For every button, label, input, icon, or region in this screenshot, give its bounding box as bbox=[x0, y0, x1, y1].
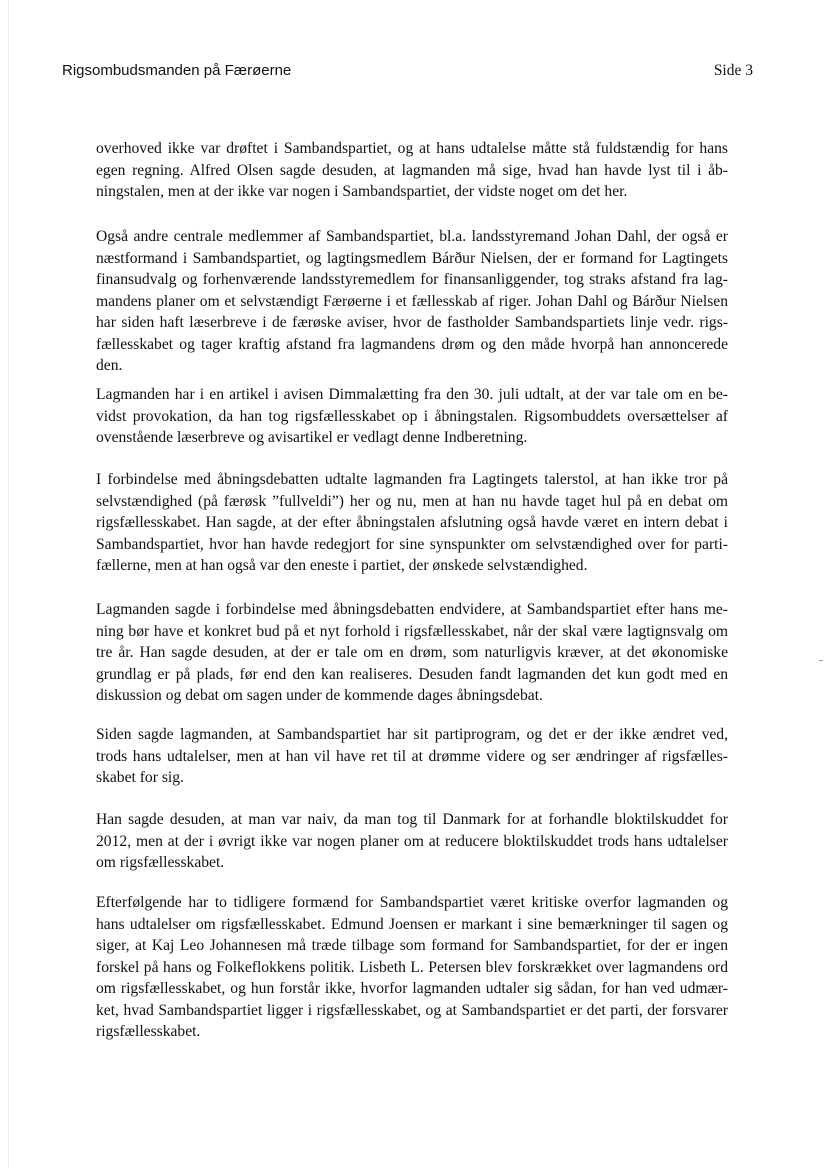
text-line: rigsfællesskabet. Han sagde, at der efter åbningstalen afslutning også havde været en intern debat i bbox=[96, 514, 728, 531]
paragraph bbox=[96, 892, 728, 1043]
text-line: diskussion og debat om sagen under de kommende dages åbningsdebat. bbox=[96, 687, 543, 704]
paragraph bbox=[96, 469, 728, 577]
text-line: Også andre centrale medlemmer af Sambandspartiet, bl.a. landsstyremand Johan Dahl, der også er bbox=[96, 228, 728, 245]
text-line: Siden sagde lagmanden, at Sambandspartiet har sit partiprogram, og det er der ikke ændret ved, bbox=[96, 726, 728, 743]
page-number: Side 3 bbox=[713, 62, 753, 79]
paragraph bbox=[96, 599, 728, 707]
running-header-title: Rigsombudsmanden på Færøerne bbox=[62, 62, 292, 79]
paragraph bbox=[96, 809, 728, 874]
paragraph bbox=[96, 724, 728, 789]
text-line: om rigsfællesskabet, og hun forstår ikke, hvorfor lagmanden udtaler sig sådan, for han ved udmær- bbox=[96, 980, 728, 997]
text-line: fællerne, men at han også var den eneste i partiet, der ønskede selvstændighed. bbox=[96, 557, 588, 574]
text-line: trods hans udtalelser, men at han vil have ret til at drømme videre og ser ændringer af rigsfælles- bbox=[96, 747, 728, 765]
text-line: selvstændighed (på færøsk ”fullveldi”) her og nu, men at han nu havde taget hul på en debat om bbox=[96, 492, 728, 510]
text-line: finansudvalg og forhenværende landsstyremedlem for finansanliggender, tog straks afstand fra lag- bbox=[96, 271, 728, 288]
paragraph bbox=[96, 138, 728, 203]
text-line: skabet for sig. bbox=[96, 769, 184, 786]
paragraph bbox=[96, 384, 728, 449]
text-line: om rigsfællesskabet. bbox=[96, 854, 225, 871]
text-line: hans udtalelser om rigsfællesskabet. Edmund Joensen er markant i sine bemærkninger til sagen og bbox=[96, 915, 728, 933]
text-line: tre år. Han sagde desuden, at der er tale om en drøm, som naturligvis kræver, at det økonomiske bbox=[96, 644, 728, 661]
text-line: siger, at Kaj Leo Johannesen må træde tilbage som formand for Sambandspartiet, for der er ingen bbox=[96, 937, 728, 954]
text-line: vidst provokation, da han tog rigsfællesskabet op i åbningstalen. Rigsombuddets oversættelser af bbox=[96, 407, 728, 425]
scan-margin-line bbox=[8, 0, 9, 1168]
text-line: rigsfællesskabet. bbox=[96, 1023, 201, 1040]
text-line: Efterfølgende har to tidligere formænd for Sambandspartiet været kritiske overfor lagmanden og bbox=[96, 894, 728, 911]
text-line: har siden haft læserbreve i de færøske aviser, hvor de fastholder Sambandspartiets linje vedr. rigs- bbox=[96, 314, 728, 331]
text-line: 2012, men at der i øvrigt ikke var nogen planer om at reducere bloktilskuddet trods hans udtalelser bbox=[96, 832, 728, 850]
text-line: overhoved ikke var drøftet i Sambandspartiet, og at hans udtalelse måtte stå fuldstændig for hans bbox=[96, 140, 728, 157]
scan-edge-mark bbox=[819, 660, 823, 661]
text-line: ovenstående læserbreve og avisartikel er vedlagt denne Indberetning. bbox=[96, 429, 528, 446]
text-line: næstformand i Sambandspartiet, og lagtingsmedlem Bárður Nielsen, der er formand for Lagtingets bbox=[96, 249, 728, 267]
text-line: forskel på hans og Folkeflokkens politik. Lisbeth L. Petersen blev forskrækket over lagmandens ord bbox=[96, 958, 728, 976]
text-line: den. bbox=[96, 357, 123, 374]
text-line: I forbindelse med åbningsdebatten udtalte lagmanden fra Lagtingets talerstol, at han ikke tror på bbox=[96, 471, 728, 488]
text-line: fællesskabet og tager kraftig afstand fra lagmandens drøm og den måde hvorpå han annoncerede bbox=[96, 335, 728, 353]
text-line: ningstalen, men at der ikke var nogen i Sambandspartiet, der vidste noget om det her. bbox=[96, 183, 628, 200]
text-line: Han sagde desuden, at man var naiv, da man tog til Danmark for at forhandle bloktilskuddet for bbox=[96, 811, 728, 828]
text-line: mandens planer om et selvstændigt Færøerne i et fællesskab af riger. Johan Dahl og Bárður Nielsen bbox=[96, 292, 728, 310]
paragraph bbox=[96, 226, 728, 377]
text-line: grundlag er på plads, før end den kan realiseres. Desuden fandt lagmanden det kun godt med en bbox=[96, 665, 728, 683]
text-line: egen regning. Alfred Olsen sagde desuden, at lagmanden må sige, hvad han havde lyst til i åb- bbox=[96, 161, 728, 179]
text-line: Lagmanden har i en artikel i avisen Dimmalætting fra den 30. juli udtalt, at der var tale om en be- bbox=[96, 386, 728, 403]
text-line: ket, hvad Sambandspartiet ligger i rigsfællesskabet, og at Sambandspartiet er det parti, der forsvarer bbox=[96, 1001, 728, 1019]
text-line: Lagmanden sagde i forbindelse med åbningsdebatten endvidere, at Sambandspartiet efter hans me- bbox=[96, 601, 728, 618]
text-line: Sambandspartiet, hvor han havde redegjort for sine synspunkter om selvstændighed over for parti- bbox=[96, 535, 728, 553]
text-line: ning bør have et konkret bud på et nyt forhold i rigsfællesskabet, når der skal være lagtignsvalg om bbox=[96, 622, 728, 640]
